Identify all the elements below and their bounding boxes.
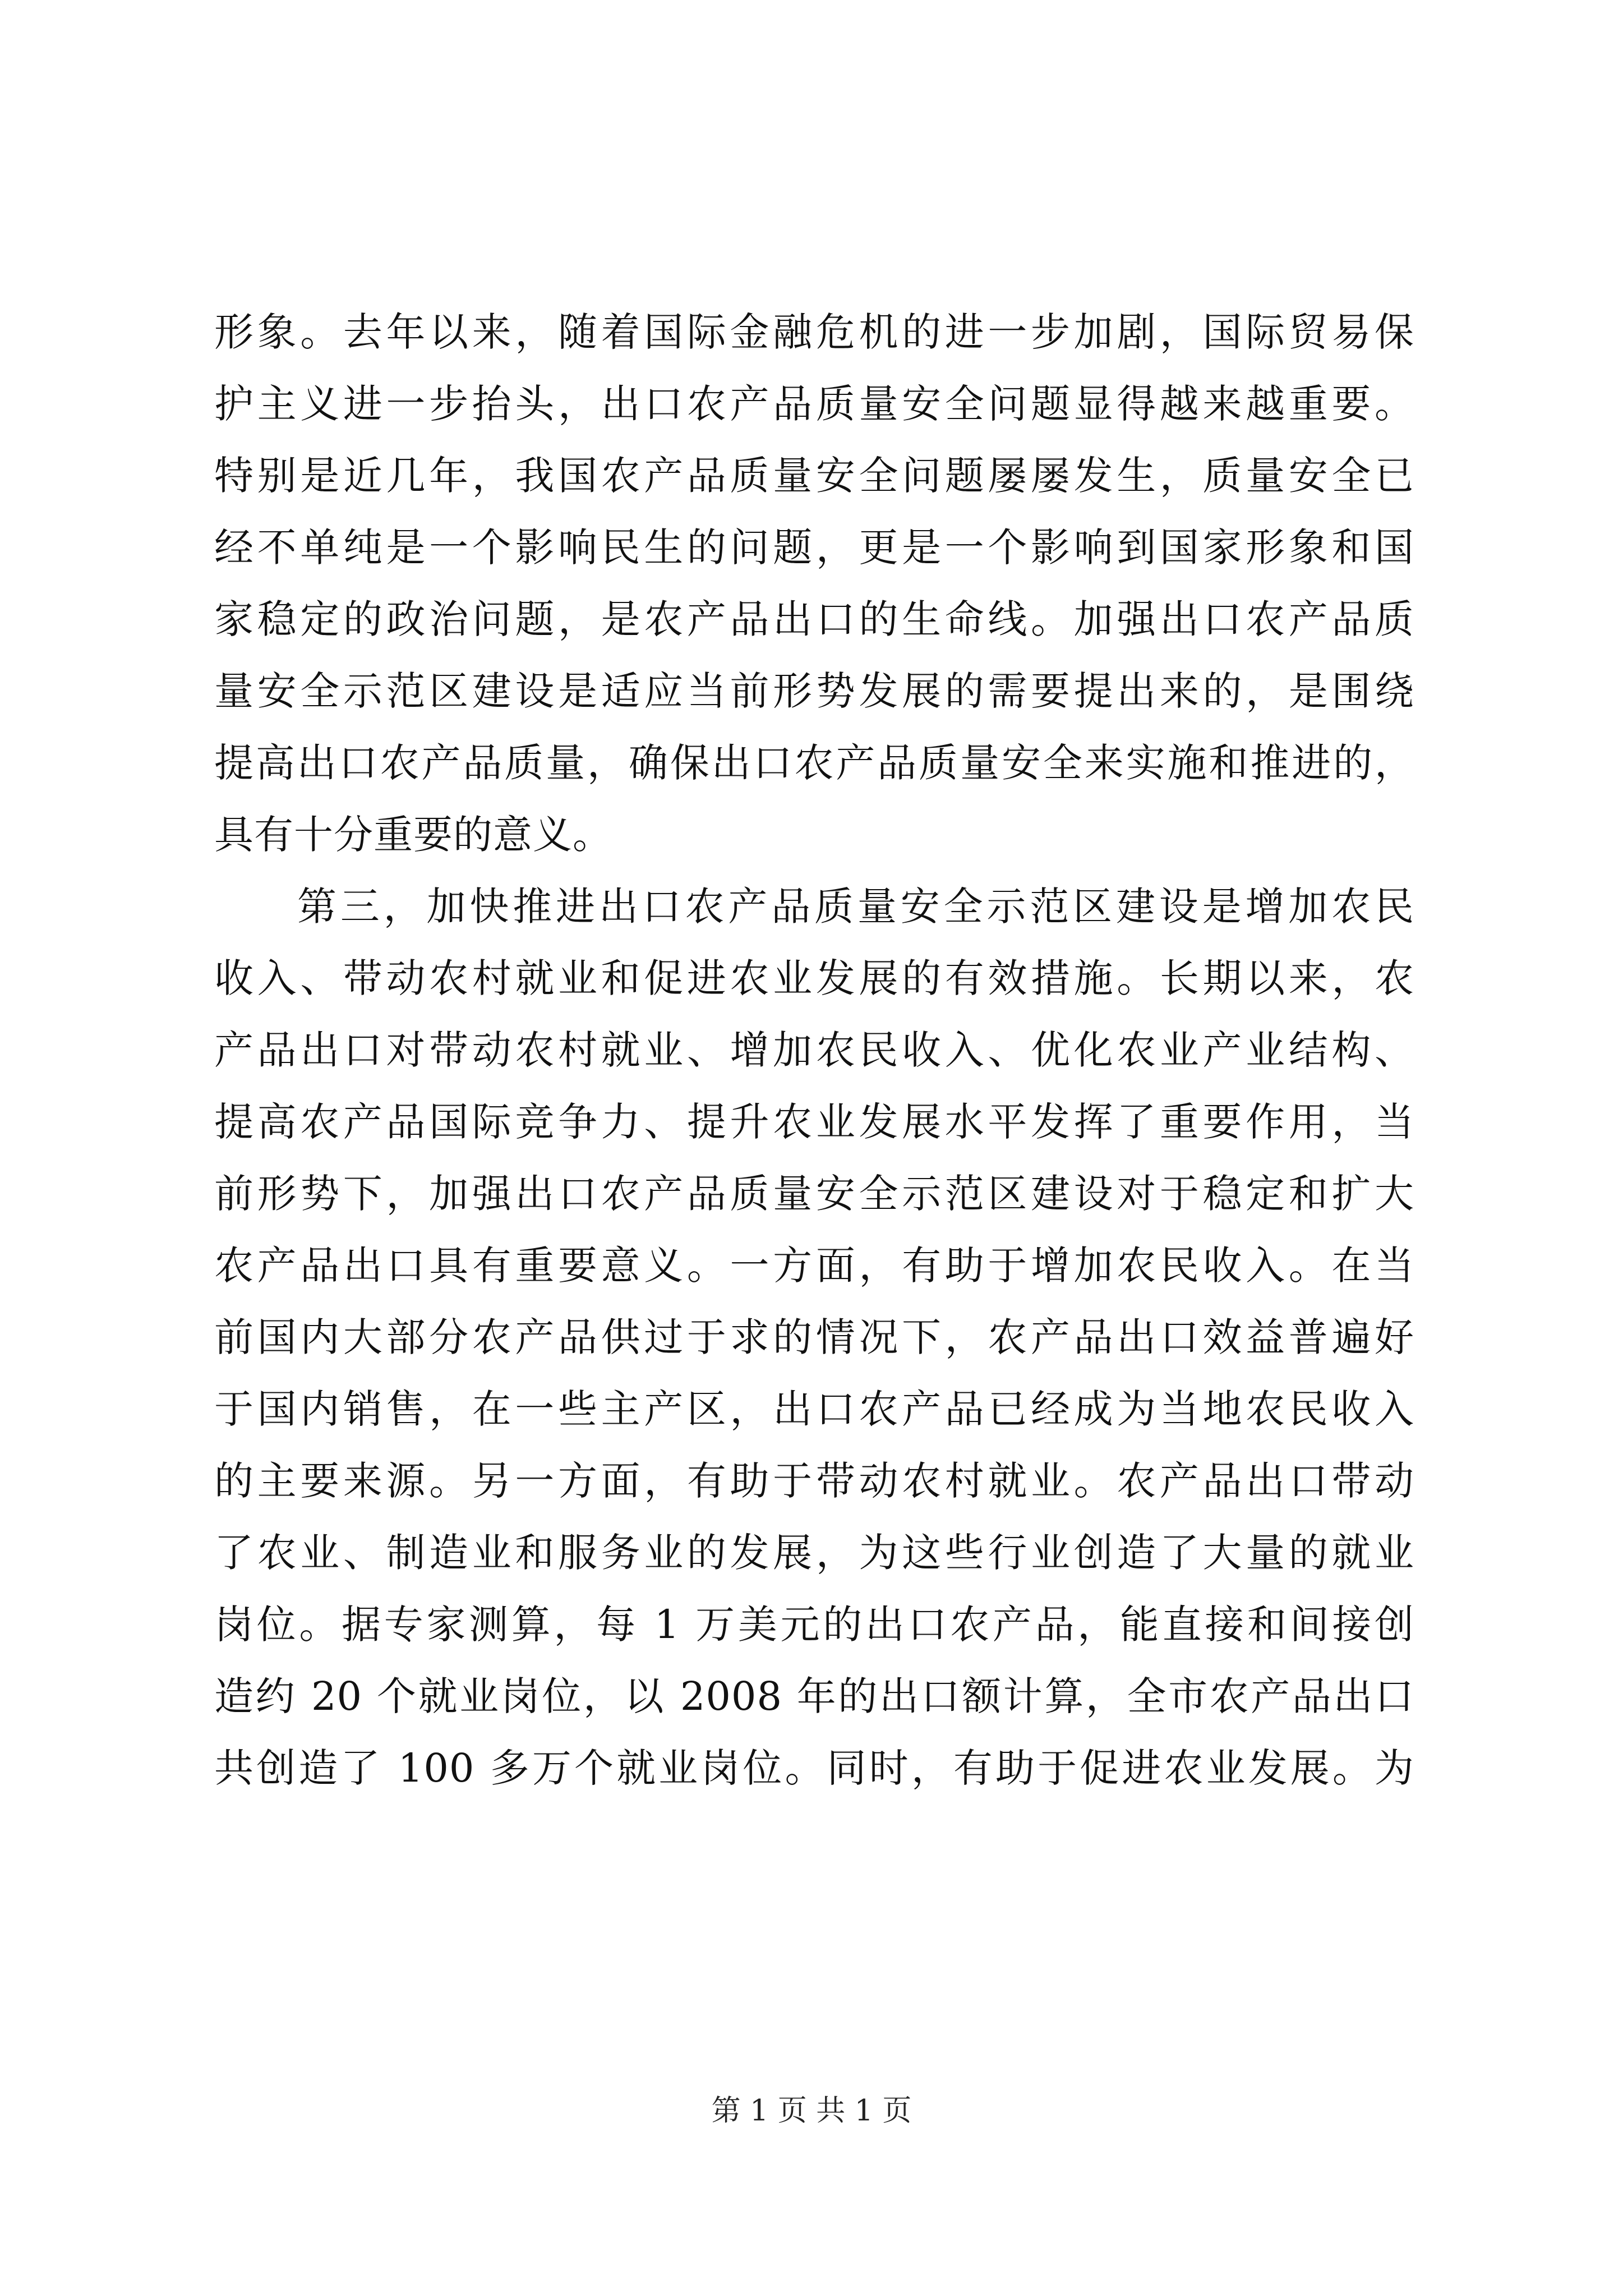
- text-line: 特别是近几年，我国农产品质量安全问题屡屡发生，质量安全已: [214, 453, 1414, 499]
- text-line: 收入、带动农村就业和促进农业发展的有效措施。长期以来，农: [214, 955, 1414, 1001]
- text-line: 前国内大部分农产品供过于求的情况下，农产品出口效益普遍好: [214, 1314, 1414, 1360]
- text-line: 形象。去年以来，随着国际金融危机的进一步加剧，国际贸易保: [214, 309, 1414, 355]
- text-line: 产品出口对带动农村就业、增加农民收入、优化农业产业结构、: [214, 1027, 1414, 1073]
- text-line: 于国内销售，在一些主产区，出口农产品已经成为当地农民收入: [214, 1386, 1414, 1432]
- text-line: 家稳定的政治问题，是农产品出口的生命线。加强出口农产品质: [214, 596, 1414, 642]
- text-line: 经不单纯是一个影响民生的问题，更是一个影响到国家形象和国: [214, 524, 1414, 570]
- text-line: 的主要来源。另一方面，有助于带动农村就业。农产品出口带动: [214, 1458, 1414, 1504]
- page-number-footer: 第 1 页 共 1 页: [711, 2094, 912, 2128]
- text-line: 农产品出口具有重要意义。一方面，有助于增加农民收入。在当: [214, 1243, 1414, 1289]
- text-line: 共创造了 100 多万个就业岗位。同时，有助于促进农业发展。为: [214, 1745, 1414, 1791]
- text-line: 提高出口农产品质量，确保出口农产品质量安全来实施和推进的，: [214, 740, 1414, 786]
- text-line: 前形势下，加强出口农产品质量安全示范区建设对于稳定和扩大: [214, 1171, 1414, 1217]
- text-line: 提高农产品国际竞争力、提升农业发展水平发挥了重要作用，当: [214, 1099, 1414, 1145]
- text-line: 具有十分重要的意义。: [214, 812, 612, 858]
- text-line: 护主义进一步抬头，出口农产品质量安全问题显得越来越重要。: [214, 381, 1414, 427]
- text-line: 造约 20 个就业岗位，以 2008 年的出口额计算，全市农产品出口: [214, 1673, 1414, 1719]
- body-text: [214, 296, 1414, 1804]
- text-line: 岗位。据专家测算，每 1 万美元的出口农产品，能直接和间接创: [214, 1602, 1414, 1648]
- text-line: 了农业、制造业和服务业的发展，为这些行业创造了大量的就业: [214, 1530, 1414, 1576]
- text-line: 量安全示范区建设是适应当前形势发展的需要提出来的，是围绕: [214, 668, 1414, 714]
- paragraph-first-line: 第三，加快推进出口农产品质量安全示范区建设是增加农民: [297, 884, 1414, 930]
